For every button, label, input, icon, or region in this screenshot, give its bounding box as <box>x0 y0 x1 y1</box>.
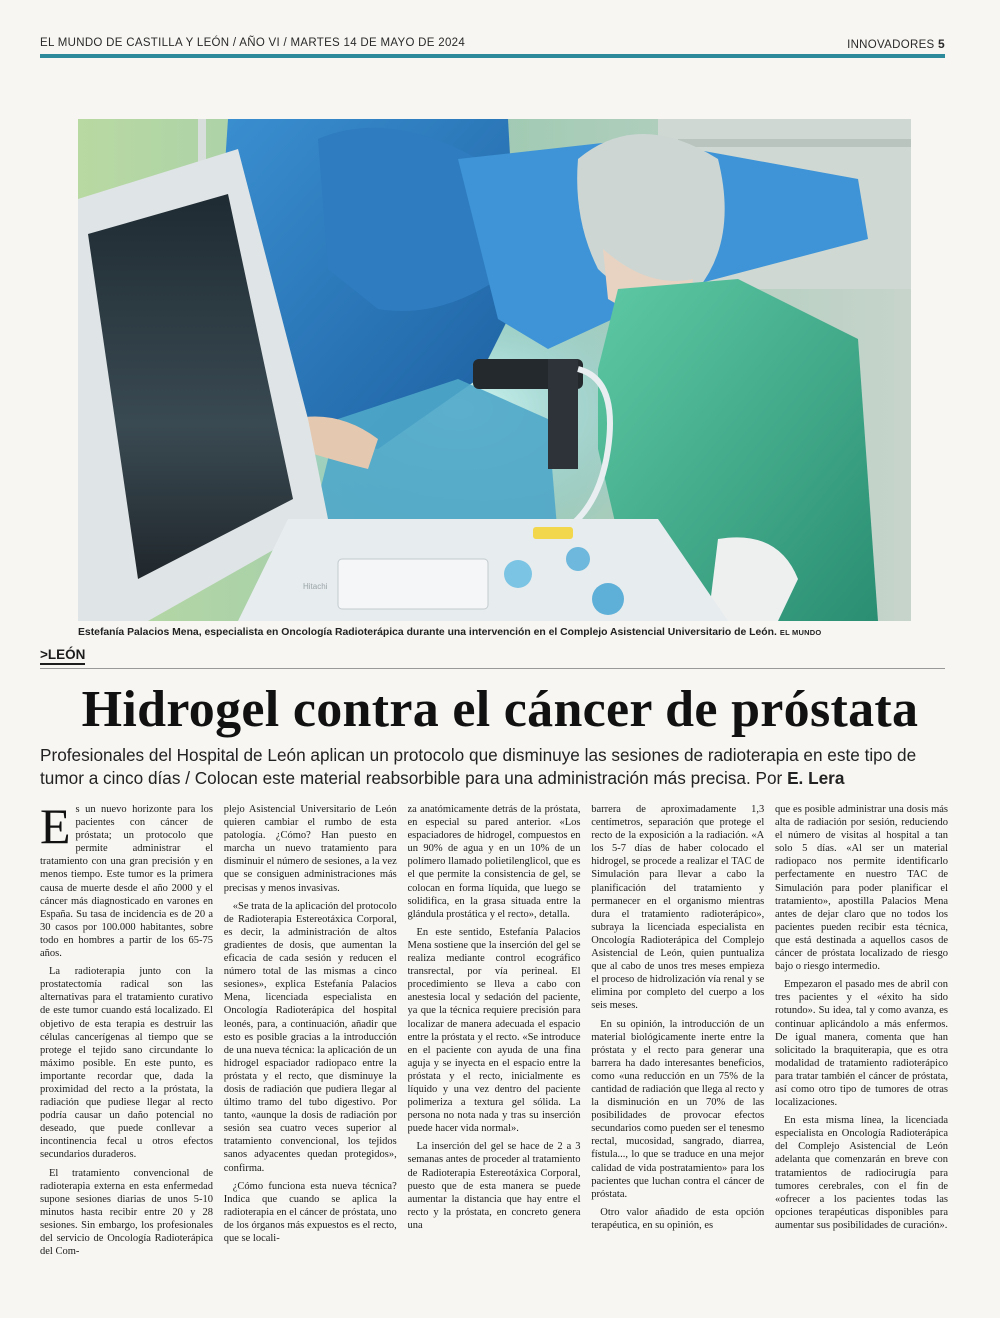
photo-caption <box>78 627 938 638</box>
paragraph: ¿Cómo funciona esta nueva técnica? Indica que cuando se aplica la radioterapia en el cáncer de próstata, uno de los órganos más expuestos es el recto, que se locali- <box>223 1180 397 1244</box>
drop-cap: E <box>40 803 71 854</box>
masthead <box>40 34 945 56</box>
paragraph: La radioterapia junto con la prostatectomía radical son las alternativas para el tratamiento curativo de este tumor cuando está localizado. El objetivo de esta terapia es destruir las células cancerígenas al tiempo que se protege el tejido sano circundante lo máximo posible. En este punto, es importante recordar que, dada la proximidad del recto a la próstata, la radiación que pudiese llegar al recto podría causar un daño potencial no deseado, que puede conllevar a incontinencia fecal u otros efectos secundarios duraderos. <box>40 966 213 1161</box>
paragraph: El tratamiento convencional de radioterapia externa en esta enfermedad supone sesiones diarias de unos 5-10 minutos hasta recibir entre 20 y 28 sesiones. Sin embargo, los profesionales del servicio de Oncología Radioterápica del Com- <box>40 1167 213 1258</box>
paragraph: Empezaron el pasado mes de abril con tres pacientes y el «éxito ha sido rotundo». Su idea, tal y como avanza, es continuar aplicándolo a más enfermos. De igual manera, comenta que han solicitado la braquiterapia, que es otra modalidad de tratamiento radioterápico para tratar también el cáncer de próstata, así como otro tipo de tumores de otras localizaciones. <box>775 979 948 1109</box>
article-photo <box>78 119 911 621</box>
paragraph: que es posible administrar una dosis más alta de radiación por sesión, reduciendo el número de visitas al hospital a tan solo 5 días. «Al ser un material radiopaco nos permite identificarlo perfectamente en nuestro TAC de Simulación para poder planificar el tratamiento», apostilla Palacios Mena antes de dejar claro que no todos los pacientes pueden recibir esta técnica, que está destinada a aquellos casos de cáncer de próstata localizado de riesgo bajo o riesgo intermedio. <box>775 804 948 973</box>
article-headline: Hidrogel contra el cáncer de próstata <box>81 681 919 738</box>
subhead-text: Profesionales del Hospital de León aplican un protocolo que disminuye las sesiones de radioterapia en este tipo de tumor a cinco días / Colocan este material reabsorbible para una administración más precisa. Por <box>40 745 917 788</box>
article-subhead <box>40 744 955 790</box>
section-tag: >LEÓN <box>40 647 85 665</box>
paragraph: En este sentido, Estefanía Palacios Mena sostiene que la inserción del gel se realiza mediante control ecográfico transrectal, por vía perineal. El procedimiento se lleva a cabo con anestesia local y sedación del paciente, ya que la técnica requiere precisión para localizar de manera adecuada el espacio entre la próstata y el recto. «Se introduce en el paciente con ayuda de una fina aguja y se inyecta en el espacio entre la próstata y el recto, inicialmente es líquido y una vez dentro del paciente polimeriza a textura gel sólida. La persona no nota nada y tras su inserción puede hacer vida normal». <box>407 926 581 1135</box>
body-column-1 <box>40 803 213 1308</box>
paragraph: En esta misma línea, la licenciada especialista en Oncología Radioterápica del Complejo Asistencial de León adelanta que comenzarán en breve con tratamientos de radiocirugía para tumores cerebrales, con el fin de «ofrecer a los pacientes todas las opciones terapéuticas disponibles para aumentar sus posibilidades de curación». <box>775 1115 948 1231</box>
body-column-2 <box>224 803 397 1308</box>
photo-credit: EL MUNDO <box>779 628 822 637</box>
paragraph: La inserción del gel se hace de 2 a 3 semanas antes de proceder al tratamiento de Radioterapia Estereotáxica Corporal, puesto que de esta manera se puede aumentar la distancia que hay entre el recto y la próstata, en concreto genera una <box>407 1141 581 1231</box>
paragraph-text: s un nuevo horizonte para los pacientes con cáncer de próstata; un protocolo que permite administrar el tratamiento con una gran precisión y en menos tiempo. Este tumor es la primera causa de muerte desde el año 2000 y el cáncer más diagnosticado en varones en España. Su tasa de incidencia es de 20 a 30 casos por 100.000 habitantes, sobre todo en hombres a partir de los 65-75 años. <box>40 804 213 960</box>
paragraph: barrera de aproximadamente 1,3 centímetros, separación que protege el recto de la exposición a la radiación. «A los 5-7 días de haber colocado el hidrogel, se procede a realizar el TAC de Simulación para llevar a cabo la planificación del tratamiento y permanecer en el organismo mientras dura el tratamiento radioterápico», subraya la licenciada especialista en Oncología Radioterápica del Complejo Asistencial de León, quien puntualiza que al cabo de unos tres meses empieza el proceso de hidrolización vía renal y se elimina por completo del cuerpo a los seis meses. <box>591 804 765 1012</box>
body-column-5 <box>775 803 948 1308</box>
paragraph: En su opinión, la introducción de un material biológicamente inerte entre la próstata y el recto para generar una barrera ha dado interesantes beneficios, como «una reducción en un 75% de la cantidad de radiación que llega al recto y la disminución en un 70% de las posibilidades de provocar efectos secundarios como pueden ser el tenesmo rectal, mucosidad, sangrado, diarrea, fístula..., lo que se traduce en una mejor calidad de vida postratamiento» para los pacientes que luchan contra el cáncer de próstata. <box>591 1018 765 1200</box>
page-number: 5 <box>938 37 945 51</box>
article-body <box>40 803 948 1308</box>
byline-author: E. Lera <box>787 768 845 788</box>
body-column-4 <box>591 803 764 1308</box>
masthead-section <box>847 37 945 51</box>
masthead-publication-date: EL MUNDO DE CASTILLA Y LEÓN / AÑO VI / MARTES 14 DE MAYO DE 2024 <box>40 37 466 49</box>
caption-text: Estefanía Palacios Mena, especialista en Oncología Radioterápica durante una intervención en el Complejo Asistencial Universitario de León. <box>78 627 777 638</box>
paragraph: za anatómicamente detrás de la próstata, en especial su pared anterior. «Los espaciadores de hidrogel, compuestos en un 90% de agua y en un 10% de un polímero llamado polietilenglicol, que es el que permite la consistencia de gel, se colocan en forma líquida, que luego se solidifica, en la grasa situada entre la glándula prostática y el recto», detalla. <box>407 804 581 920</box>
section-name: INNOVADORES <box>847 39 935 51</box>
paragraph <box>40 803 213 960</box>
body-column-3 <box>408 803 581 1308</box>
device-brand-text: Hitachi <box>303 582 328 591</box>
paragraph: «Se trata de la aplicación del protocolo de Radioterapia Estereotáxica Corporal, es decir, la administración de altos gradientes de dosis, que aumentan la eficacia de cada sesión y reducen el número total de las mismas a cinco sesiones», explica Estefanía Palacios Mena, licenciada especialista en Oncología Radioterápica del hospital leonés, para, a continuación, añadir que esto es posible gracias a la introducción de una nueva técnica: la aplicación de un hidrogel espaciador radiopaco entre la próstata y el recto, que disminuye la dosis de radiación que pudiera llegar al último tramo del tubo digestivo. Por tanto, «aunque la dosis de radiación por sesión sea cuatro veces superior al tratamiento convencional, los tejidos sanos adyacentes quedan protegidos», confirma. <box>223 900 397 1174</box>
masthead-rule <box>40 54 945 58</box>
paragraph: Otro valor añadido de esta opción terapéutica, en su opinión, es <box>591 1206 765 1231</box>
paragraph: plejo Asistencial Universitario de León quieren cambiar el rumbo de esta patología. ¿Cómo? Han puesto en marcha un nuevo tratamiento para disminuir el número de sesiones, a la vez que se consiguen administraciones más precisas y menos invasivas. <box>223 804 397 894</box>
section-rule <box>40 668 945 669</box>
